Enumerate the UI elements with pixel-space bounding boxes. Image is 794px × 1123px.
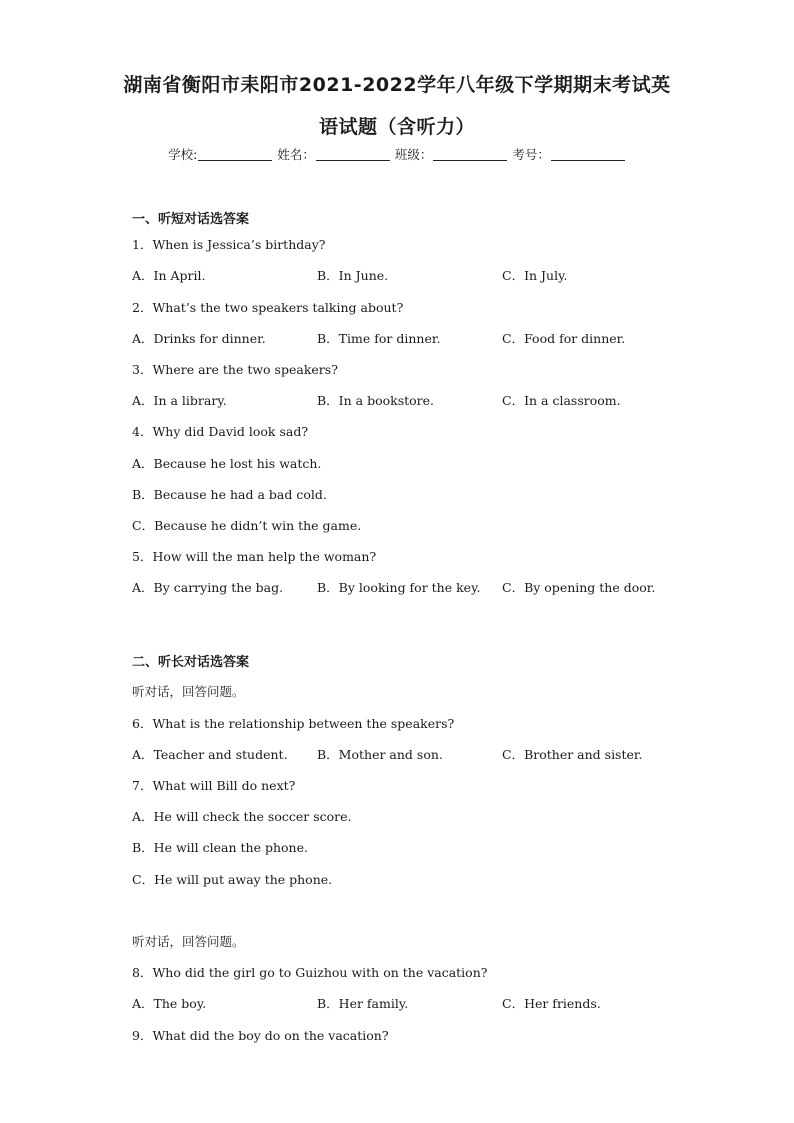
question-stem: 5．How will the man help the woman?	[132, 549, 377, 564]
option-a: A．Drinks for dinner.	[132, 331, 266, 346]
option-a: A．By carrying the bag.	[132, 580, 284, 595]
question-stem: 6．What is the relationship between the speakers?	[132, 716, 455, 731]
option-b: B．Time for dinner.	[317, 331, 441, 346]
option-b: B．In June.	[317, 268, 389, 283]
question-stem: 4．Why did David look sad?	[132, 424, 309, 439]
number-label: 考号：	[512, 147, 550, 162]
class-field[interactable]	[433, 148, 507, 161]
option-c: C．By opening the door.	[502, 580, 656, 595]
question-stem: 7．What will Bill do next?	[132, 778, 296, 793]
option-b: B．In a bookstore.	[317, 393, 435, 408]
option-b: B．Mother and son.	[317, 747, 443, 762]
school-field[interactable]	[198, 148, 272, 161]
listening-instruction: 听对话，回答问题。	[132, 934, 245, 949]
option-c: C．Her friends.	[502, 996, 601, 1011]
option-a: A．Because he lost his watch.	[132, 456, 322, 471]
school-label: 学校:	[168, 147, 198, 162]
exam-title-line2: 语试题（含听力）	[318, 116, 475, 138]
question-stem: 3．Where are the two speakers?	[132, 362, 338, 377]
option-c: C．Brother and sister.	[502, 747, 643, 762]
option-c: C．In a classroom.	[502, 393, 621, 408]
option-b: B．Because he had a bad cold.	[132, 487, 327, 502]
question-stem: 2．What’s the two speakers talking about?	[132, 300, 404, 315]
question-stem: 1．When is Jessica’s birthday?	[132, 237, 326, 252]
question-stem: 8．Who did the girl go to Guizhou with on the vacation?	[132, 965, 488, 980]
option-b: B．Her family.	[317, 996, 409, 1011]
option-b: B．He will clean the phone.	[132, 840, 308, 855]
option-a: A．Teacher and student.	[132, 747, 288, 762]
option-c: C．Food for dinner.	[502, 331, 626, 346]
number-field[interactable]	[551, 148, 625, 161]
option-a: A．The boy.	[132, 996, 207, 1011]
exam-title-line1: 湖南省衡阳市耒阳市2021-2022学年八年级下学期期末考试英	[123, 74, 671, 96]
name-label: 姓名：	[277, 147, 315, 162]
option-c: C．In July.	[502, 268, 568, 283]
option-c: C．Because he didn’t win the game.	[132, 518, 362, 533]
option-a: A．He will check the soccer score.	[132, 809, 352, 824]
class-label: 班级：	[394, 147, 433, 162]
option-b: B．By looking for the key.	[317, 580, 481, 595]
option-c: C．He will put away the phone.	[132, 872, 333, 887]
option-a: A．In a library.	[132, 393, 227, 408]
section1-heading: 一、听短对话选答案	[132, 212, 250, 227]
listening-instruction: 听对话，回答问题。	[132, 684, 245, 699]
student-info-row	[0, 145, 794, 163]
name-field[interactable]	[316, 148, 390, 161]
option-a: A．In April.	[132, 268, 206, 283]
question-stem: 9．What did the boy do on the vacation?	[132, 1028, 389, 1043]
section2-heading: 二、听长对话选答案	[132, 655, 250, 670]
